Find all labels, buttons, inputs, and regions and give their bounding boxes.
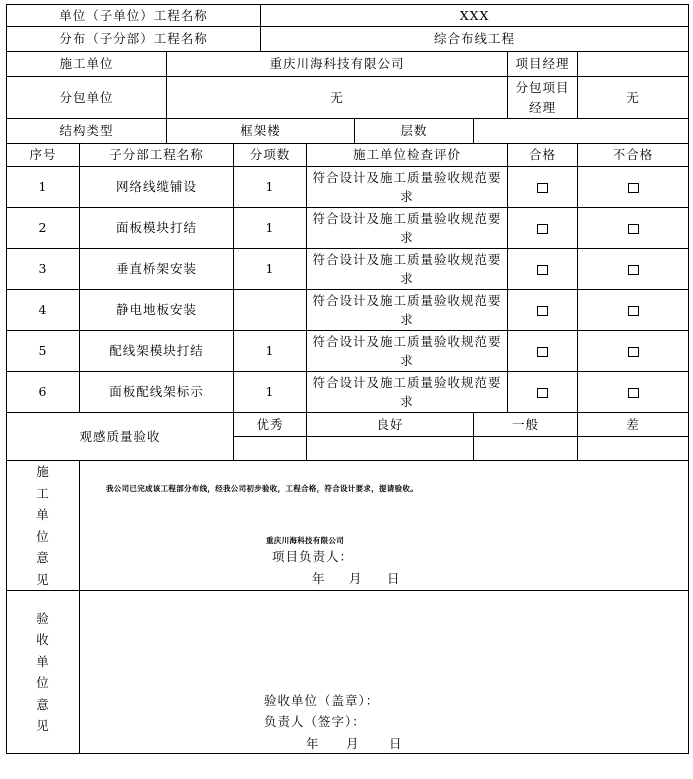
division-label: 分布（子分部）工程名称 xyxy=(7,27,261,52)
row-name: 网络线缆铺设 xyxy=(80,167,234,208)
fail-checkbox[interactable] xyxy=(578,167,689,208)
quality-poor-value[interactable] xyxy=(578,437,689,461)
unit-project-label: 单位（子单位）工程名称 xyxy=(7,5,261,27)
col-fail: 不合格 xyxy=(578,144,689,167)
row-seq: 2 xyxy=(7,208,80,249)
table-row xyxy=(7,167,689,208)
row-eval: 符合设计及施工质量验收规范要求 xyxy=(307,208,508,249)
structure-label: 结构类型 xyxy=(7,119,167,144)
row-count: 1 xyxy=(234,331,307,372)
row-count: 1 xyxy=(234,167,307,208)
floors-value xyxy=(474,119,689,144)
pass-checkbox[interactable] xyxy=(508,249,578,290)
contractor-year: 年 xyxy=(312,570,326,586)
col-count: 分项数 xyxy=(234,144,307,167)
quality-average-value[interactable] xyxy=(474,437,578,461)
contractor-month: 月 xyxy=(349,570,363,586)
row-name: 静电地板安装 xyxy=(80,290,234,331)
subcontractor-label: 分包单位 xyxy=(7,77,167,119)
table-row xyxy=(7,372,689,413)
pm-label: 项目经理 xyxy=(508,52,578,77)
quality-excellent-value[interactable] xyxy=(234,437,307,461)
contractor-statement: 我公司已完成该工程部分布线，经我公司初步验收，工程合格，符合设计要求，提请验收。 xyxy=(106,483,418,493)
sub-pm-value: 无 xyxy=(578,77,689,119)
row-eval: 符合设计及施工质量验收规范要求 xyxy=(307,249,508,290)
acceptance-form xyxy=(6,4,689,754)
contractor-label: 施工单位 xyxy=(7,52,167,77)
row-eval: 符合设计及施工质量验收规范要求 xyxy=(307,372,508,413)
table-row xyxy=(7,208,689,249)
unit-project-value: XXX xyxy=(261,5,689,27)
pass-checkbox[interactable] xyxy=(508,331,578,372)
fail-checkbox[interactable] xyxy=(578,290,689,331)
row-name: 面板模块打结 xyxy=(80,208,234,249)
fail-checkbox[interactable] xyxy=(578,208,689,249)
subcontractor-value: 无 xyxy=(167,77,508,119)
row-seq: 1 xyxy=(7,167,80,208)
acceptance-unit-label: 验收单位（盖章）： xyxy=(264,693,380,708)
pass-checkbox[interactable] xyxy=(508,167,578,208)
row-name: 面板配线架标示 xyxy=(80,372,234,413)
table-row xyxy=(7,249,689,290)
contractor-value: 重庆川海科技有限公司 xyxy=(167,52,508,77)
structure-value: 框架楼 xyxy=(167,119,355,144)
pass-checkbox[interactable] xyxy=(508,208,578,249)
quality-poor: 差 xyxy=(578,413,689,437)
fail-checkbox[interactable] xyxy=(578,331,689,372)
acceptance-opinion-label: 验收单位意见 xyxy=(7,591,80,754)
quality-good: 良好 xyxy=(307,413,474,437)
acceptance-person-label: 负责人（签字）： xyxy=(264,714,366,729)
col-name: 子分部工程名称 xyxy=(80,144,234,167)
row-seq: 6 xyxy=(7,372,80,413)
acceptance-month: 月 xyxy=(346,736,360,751)
sub-pm-label: 分包项目经理 xyxy=(508,77,578,119)
table-row xyxy=(7,290,689,331)
row-count: 1 xyxy=(234,372,307,413)
row-seq: 5 xyxy=(7,331,80,372)
row-eval: 符合设计及施工质量验收规范要求 xyxy=(307,331,508,372)
row-count: 1 xyxy=(234,208,307,249)
division-value: 综合布线工程 xyxy=(261,27,689,52)
row-count: 1 xyxy=(234,249,307,290)
project-manager-label: 项目负责人： xyxy=(272,548,354,564)
contractor-company: 重庆川海科技有限公司 xyxy=(266,535,344,545)
row-name: 配线架模块打结 xyxy=(80,331,234,372)
row-eval: 符合设计及施工质量验收规范要求 xyxy=(307,290,508,331)
col-eval: 施工单位检查评价 xyxy=(307,144,508,167)
table-row xyxy=(7,331,689,372)
contractor-opinion-label: 施工单位意见 xyxy=(7,461,80,591)
quality-label: 观感质量验收 xyxy=(7,413,234,461)
row-seq: 4 xyxy=(7,290,80,331)
col-seq: 序号 xyxy=(7,144,80,167)
pass-checkbox[interactable] xyxy=(508,372,578,413)
fail-checkbox[interactable] xyxy=(578,372,689,413)
acceptance-opinion-body xyxy=(80,591,689,754)
col-pass: 合格 xyxy=(508,144,578,167)
row-name: 垂直桥架安装 xyxy=(80,249,234,290)
pm-value xyxy=(578,52,689,77)
fail-checkbox[interactable] xyxy=(578,249,689,290)
quality-average: 一般 xyxy=(474,413,578,437)
acceptance-day: 日 xyxy=(389,736,403,751)
contractor-opinion-body xyxy=(80,461,689,591)
row-seq: 3 xyxy=(7,249,80,290)
contractor-day: 日 xyxy=(387,570,401,586)
quality-excellent: 优秀 xyxy=(234,413,307,437)
row-eval: 符合设计及施工质量验收规范要求 xyxy=(307,167,508,208)
pass-checkbox[interactable] xyxy=(508,290,578,331)
acceptance-year: 年 xyxy=(306,736,320,751)
quality-good-value[interactable] xyxy=(307,437,474,461)
row-count xyxy=(234,290,307,331)
floors-label: 层数 xyxy=(355,119,474,144)
